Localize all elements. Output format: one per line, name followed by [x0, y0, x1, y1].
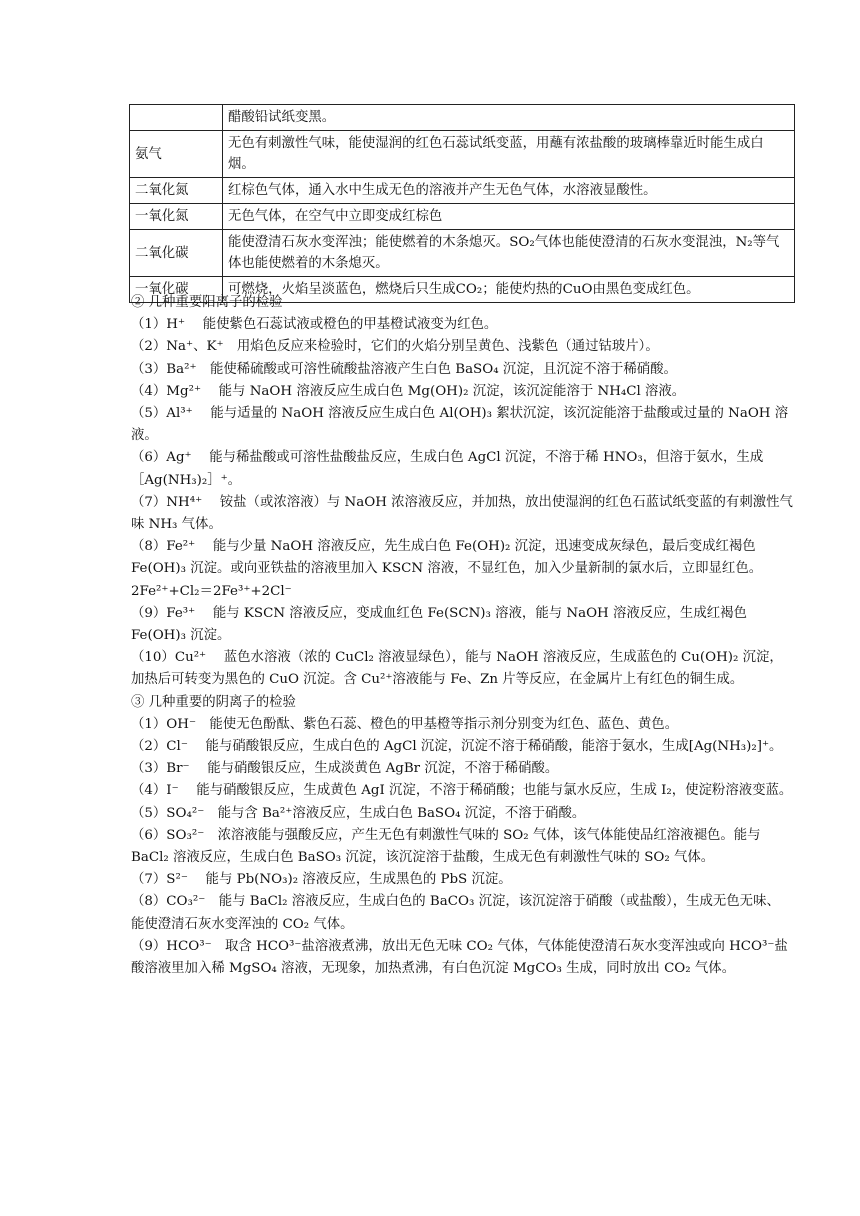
paragraph: （9）HCO³⁻ 取含 HCO³⁻盐溶液煮沸，放出无色无味 CO₂ 气体，气体能使澄清石灰水变浑浊或向 HCO³⁻盐酸溶液里加入稀 MgSO₄ 溶液，无现象，加热煮沸，有白色沉淀 MgCO₃ 生成，同时放出 CO₂ 气体。 — [131, 938, 788, 977]
table-row — [130, 131, 795, 178]
paragraph: （2）Na⁺、K⁺ 用焰色反应来检验时，它们的火焰分别呈黄色、浅紫色（通过钴玻片）。 — [131, 339, 659, 355]
paragraph: （8）Fe²⁺ 能与少量 NaOH 溶液反应，先生成白色 Fe(OH)₂ 沉淀，迅速变成灰绿色，最后变成红褐色 Fe(OH)₃ 沉淀。或向亚铁盐的溶液里加入 KSCN 溶液，不显红色，加入少量新制的氯水后，立即显红色。2Fe²⁺+Cl₂＝2Fe³⁺+2Cl⁻ — [131, 539, 763, 599]
gas-desc-cell: 无色有刺激性气味，能使湿润的红色石蕊试纸变蓝，用蘸有浓盐酸的玻璃棒靠近时能生成白烟。 — [223, 131, 795, 178]
paragraph: （3）Ba²⁺ 能使稀硫酸或可溶性硫酸盐溶液产生白色 BaSO₄ 沉淀，且沉淀不溶于稀硝酸。 — [131, 361, 677, 377]
paragraph: （4）Mg²⁺ 能与 NaOH 溶液反应生成白色 Mg(OH)₂ 沉淀，该沉淀能溶于 NH₄Cl 溶液。 — [131, 383, 686, 399]
gas-desc-cell: 红棕色气体，通入水中生成无色的溶液并产生无色气体，水溶液显酸性。 — [223, 178, 795, 204]
section-heading-cations: ② 几种重要阳离子的检验 — [131, 295, 283, 310]
body-text — [131, 292, 793, 980]
gas-name-cell — [130, 105, 223, 131]
table-row — [130, 105, 795, 131]
gas-desc-cell: 无色气体，在空气中立即变成红棕色 — [223, 204, 795, 230]
paragraph: （6）Ag⁺ 能与稀盐酸或可溶性盐酸盐反应，生成白色 AgCl 沉淀，不溶于稀 HNO₃，但溶于氨水，生成［Ag(NH₃)₂］⁺。 — [131, 450, 764, 488]
paragraph: （6）SO₃²⁻ 浓溶液能与强酸反应，产生无色有刺激性气味的 SO₂ 气体，该气体能使品红溶液褪色。能与 BaCl₂ 溶液反应，生成白色 BaSO₃ 沉淀，该沉淀溶于盐酸，生成无色有刺激性气味的 SO₂ 气体。 — [131, 827, 761, 866]
gas-desc-cell: 醋酸铅试纸变黑。 — [223, 105, 795, 131]
paragraph: （8）CO₃²⁻ 能与 BaCl₂ 溶液反应，生成白色的 BaCO₃ 沉淀，该沉淀溶于硝酸（或盐酸），生成无色无味、能使澄清石灰水变浑浊的 CO₂ 气体。 — [131, 894, 780, 932]
paragraph: （5）Al³⁺ 能与适量的 NaOH 溶液反应生成白色 Al(OH)₃ 絮状沉淀，该沉淀能溶于盐酸或过量的 NaOH 溶液。 — [131, 406, 789, 444]
gas-desc-cell: 能使澄清石灰水变浑浊；能使燃着的木条熄灭。SO₂气体也能使澄清的石灰水变混浊，N₂等气体也能使燃着的木条熄灭。 — [223, 230, 795, 277]
paragraph: （3）Br⁻ 能与硝酸银反应，生成淡黄色 AgBr 沉淀，不溶于稀硝酸。 — [131, 761, 559, 777]
paragraph: （5）SO₄²⁻ 能与含 Ba²⁺溶液反应，生成白色 BaSO₄ 沉淀，不溶于硝酸。 — [131, 805, 586, 821]
paragraph: （1）H⁺ 能使紫色石蕊试液或橙色的甲基橙试液变为红色。 — [131, 317, 498, 333]
gas-name-cell: 一氧化氮 — [130, 204, 223, 230]
paragraph: （10）Cu²⁺ 蓝色水溶液（浓的 CuCl₂ 溶液显绿色），能与 NaOH 溶液反应，生成蓝色的 Cu(OH)₂ 沉淀，加热后可转变为黑色的 CuO 沉淀。含 Cu²⁺溶液能与 Fe、Zn 片等反应，在金属片上有红色的铜生成。 — [131, 650, 783, 688]
gas-name-cell: 二氧化碳 — [130, 230, 223, 277]
gas-desc-cell: 可燃烧，火焰呈淡蓝色，燃烧后只生成CO₂；能使灼热的CuO由黑色变成红色。 — [223, 277, 795, 303]
paragraph: （2）Cl⁻ 能与硝酸银反应，生成白色的 AgCl 沉淀，沉淀不溶于稀硝酸，能溶于氨水，生成[Ag(NH₃)₂]⁺。 — [131, 739, 783, 755]
section-heading-anions: ③ 几种重要的阴离子的检验 — [131, 694, 296, 710]
paragraph: （7）NH⁴⁺ 铵盐（或浓溶液）与 NaOH 浓溶液反应，并加热，放出使湿润的红色石蓝试纸变蓝的有刺激性气味 NH₃ 气体。 — [131, 494, 793, 533]
gas-name-cell: 氨气 — [130, 131, 223, 178]
paragraph: （4）I⁻ 能与硝酸银反应，生成黄色 AgI 沉淀，不溶于稀硝酸；也能与氯水反应，生成 I₂，使淀粉溶液变蓝。 — [131, 783, 793, 799]
gas-name-cell: 二氧化氮 — [130, 178, 223, 204]
paragraph: （7）S²⁻ 能与 Pb(NO₃)₂ 溶液反应，生成黑色的 PbS 沉淀。 — [131, 872, 512, 888]
paragraph: （9）Fe³⁺ 能与 KSCN 溶液反应，变成血红色 Fe(SCN)₃ 溶液，能与 NaOH 溶液反应，生成红褐色 Fe(OH)₃ 沉淀。 — [131, 605, 747, 644]
gas-name-cell: 一氧化碳 — [130, 277, 223, 303]
table-row — [130, 230, 795, 277]
table-row — [130, 204, 795, 230]
gas-detection-table — [129, 104, 795, 303]
paragraph: （1）OH⁻ 能使无色酚酞、紫色石蕊、橙色的甲基橙等指示剂分别变为红色、蓝色、黄色。 — [131, 716, 679, 732]
table-row — [130, 178, 795, 204]
